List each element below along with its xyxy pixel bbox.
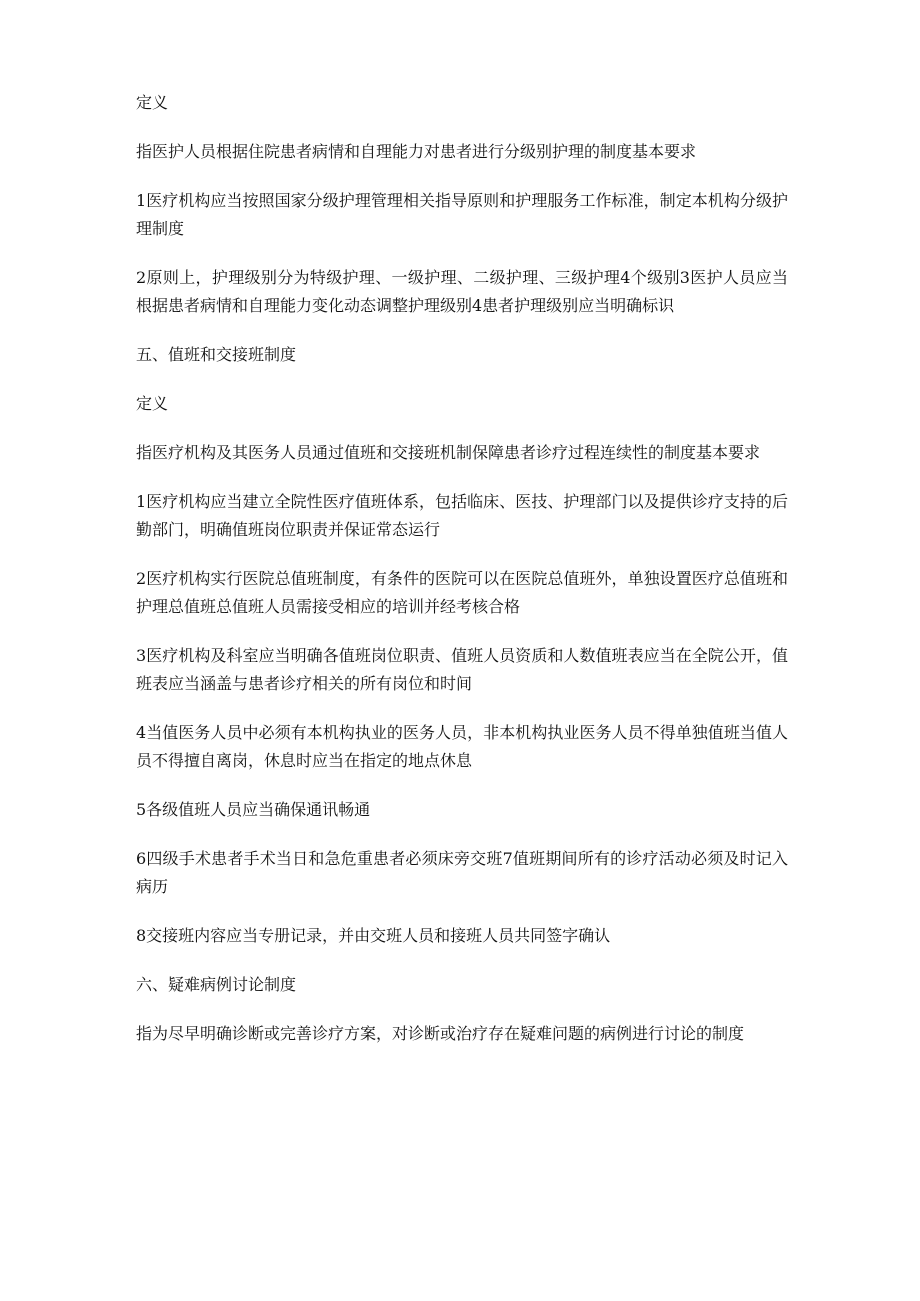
paragraph-duty-rule-5: 5各级值班人员应当确保通讯畅通 [136, 800, 371, 819]
paragraph-duty-rule-2: 2医疗机构实行医院总值班制度，有条件的医院可以在医院总值班外，单独设置医疗总值班和护理总值班总值班人员需接受相应的培训并经考核合格 [136, 569, 788, 616]
document-body [136, 89, 788, 1069]
section-heading-duty-handover: 五、值班和交接班制度 [136, 345, 297, 364]
paragraph-duty-rule-4: 4当值医务人员中必须有本机构执业的医务人员，非本机构执业医务人员不得单独值班当值人员不得擅自离岗，休息时应当在指定的地点休息 [136, 723, 788, 770]
section-heading-difficult-case: 六、疑难病例讨论制度 [136, 975, 297, 994]
paragraph-duty-rule-8: 8交接班内容应当专册记录，并由交班人员和接班人员共同签字确认 [136, 926, 611, 945]
paragraph-definition-heading: 定义 [136, 394, 169, 413]
paragraph-difficult-case-definition: 指为尽早明确诊断或完善诊疗方案，对诊断或治疗存在疑难问题的病例进行讨论的制度 [136, 1024, 745, 1043]
paragraph-duty-rule-3: 3医疗机构及科室应当明确各值班岗位职责、值班人员资质和人数值班表应当在全院公开，值班表应当涵盖与患者诊疗相关的所有岗位和时间 [136, 646, 788, 693]
paragraph-nursing-definition: 指医护人员根据住院患者病情和自理能力对患者进行分级别护理的制度基本要求 [136, 142, 697, 161]
paragraph-nursing-rule-1: 1医疗机构应当按照国家分级护理管理相关指导原则和护理服务工作标准，制定本机构分级护理制度 [136, 191, 788, 238]
paragraph-duty-rule-1: 1医疗机构应当建立全院性医疗值班体系，包括临床、医技、护理部门以及提供诊疗支持的后勤部门，明确值班岗位职责并保证常态运行 [136, 492, 788, 539]
paragraph-duty-definition: 指医疗机构及其医务人员通过值班和交接班机制保障患者诊疗过程连续性的制度基本要求 [136, 443, 761, 462]
paragraph-nursing-rule-2-4: 2原则上，护理级别分为特级护理、一级护理、二级护理、三级护理4个级别3医护人员应当根据患者病情和自理能力变化动态调整护理级别4患者护理级别应当明确标识 [136, 268, 788, 315]
paragraph-duty-rule-6-7: 6四级手术患者手术当日和急危重患者必须床旁交班7值班期间所有的诊疗活动必须及时记入病历 [136, 849, 788, 896]
paragraph-definition-heading: 定义 [136, 93, 169, 112]
